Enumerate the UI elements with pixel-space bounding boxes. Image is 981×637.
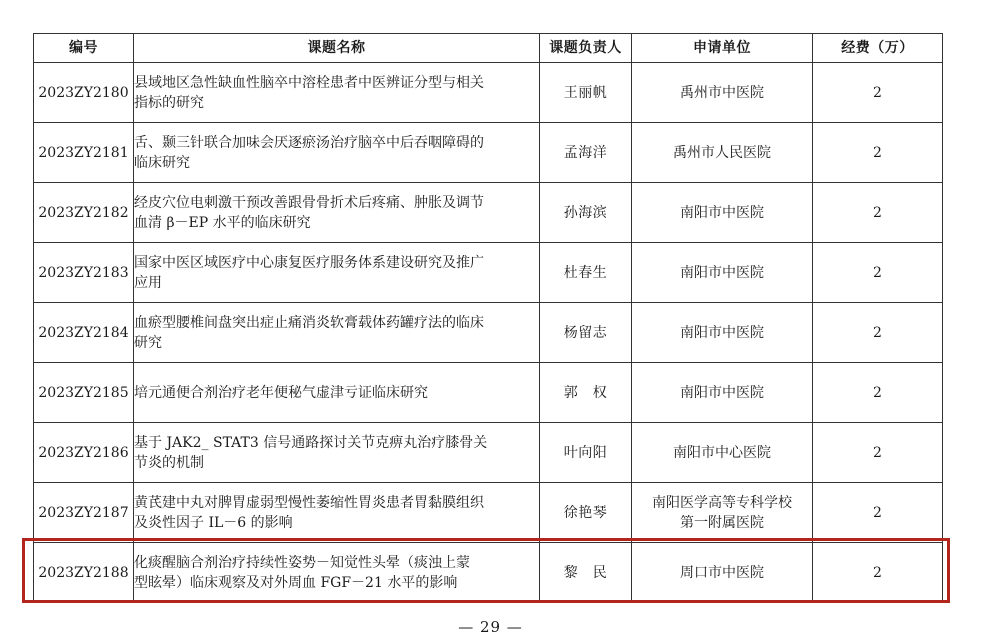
project-leader: 徐艳琴	[540, 483, 632, 543]
project-funding: 2	[813, 183, 943, 243]
header-leader: 课题负责人	[540, 34, 632, 63]
project-title	[134, 63, 540, 123]
applicant-unit-line: 南阳市中医院	[680, 324, 764, 341]
applicant-unit	[632, 303, 813, 363]
table-row	[34, 303, 943, 363]
project-title-line: 血清 β－EP 水平的临床研究	[134, 214, 311, 231]
table-row	[34, 183, 943, 243]
project-leader: 黎 民	[540, 543, 632, 603]
header-funding: 经费（万）	[813, 34, 943, 63]
project-title	[134, 363, 540, 423]
applicant-unit	[632, 483, 813, 543]
project-leader: 孙海滨	[540, 183, 632, 243]
project-funding: 2	[813, 63, 943, 123]
project-title-line: 研究	[134, 334, 162, 351]
project-id: 2023ZY2187	[34, 483, 134, 543]
project-id: 2023ZY2180	[34, 63, 134, 123]
project-title	[134, 243, 540, 303]
project-funding: 2	[813, 543, 943, 603]
applicant-unit-line: 周口市中医院	[680, 564, 764, 581]
project-id: 2023ZY2184	[34, 303, 134, 363]
project-title-line: 节炎的机制	[134, 454, 204, 471]
table-row	[34, 423, 943, 483]
page-number: — 29 —	[458, 618, 523, 636]
project-title-line: 县域地区急性缺血性脑卒中溶栓患者中医辨证分型与相关	[134, 74, 484, 91]
project-funding: 2	[813, 123, 943, 183]
applicant-unit-line: 南阳市中医院	[680, 264, 764, 281]
project-title-line: 应用	[134, 274, 162, 291]
project-id: 2023ZY2185	[34, 363, 134, 423]
applicant-unit-line: 禹州市人民医院	[673, 144, 771, 161]
table-row	[34, 63, 943, 123]
applicant-unit	[632, 423, 813, 483]
project-leader: 郭 权	[540, 363, 632, 423]
project-title	[134, 543, 540, 603]
header-title: 课题名称	[134, 34, 540, 63]
project-title	[134, 123, 540, 183]
table-row	[34, 363, 943, 423]
applicant-unit	[632, 363, 813, 423]
project-leader: 杜春生	[540, 243, 632, 303]
project-leader: 杨留志	[540, 303, 632, 363]
project-title-line: 及炎性因子 IL－6 的影响	[134, 514, 293, 531]
project-id: 2023ZY2182	[34, 183, 134, 243]
header-id: 编号	[34, 34, 134, 63]
applicant-unit-line: 南阳市中医院	[680, 384, 764, 401]
applicant-unit	[632, 243, 813, 303]
project-leader: 王丽帆	[540, 63, 632, 123]
applicant-unit	[632, 123, 813, 183]
project-funding: 2	[813, 303, 943, 363]
project-id: 2023ZY2183	[34, 243, 134, 303]
project-title-line: 型眩晕）临床观察及对外周血 FGF－21 水平的影响	[134, 574, 458, 591]
project-funding: 2	[813, 363, 943, 423]
applicant-unit-line: 南阳市中心医院	[673, 444, 771, 461]
project-table	[33, 33, 943, 603]
applicant-unit-line: 南阳市中医院	[680, 204, 764, 221]
project-funding: 2	[813, 423, 943, 483]
table-row-highlighted	[34, 543, 943, 603]
project-title	[134, 183, 540, 243]
applicant-unit	[632, 183, 813, 243]
applicant-unit-line: 南阳医学高等专科学校	[652, 494, 792, 511]
applicant-unit	[632, 543, 813, 603]
project-leader: 叶向阳	[540, 423, 632, 483]
header-unit: 申请单位	[632, 34, 813, 63]
project-title-line: 指标的研究	[134, 94, 204, 111]
project-title-line: 基于 JAK2_ STAT3 信号通路探讨关节克痹丸治疗膝骨关	[134, 434, 488, 451]
applicant-unit-line: 第一附属医院	[680, 514, 764, 531]
applicant-unit	[632, 63, 813, 123]
project-funding: 2	[813, 483, 943, 543]
project-leader: 孟海洋	[540, 123, 632, 183]
project-title	[134, 423, 540, 483]
project-title-line: 血瘀型腰椎间盘突出症止痛消炎软膏载体药罐疗法的临床	[134, 314, 484, 331]
project-title-line: 化痰醒脑合剂治疗持续性姿势－知觉性头晕（痰浊上蒙	[134, 554, 470, 571]
table-row	[34, 123, 943, 183]
project-title	[134, 483, 540, 543]
project-title-line: 国家中医区域医疗中心康复医疗服务体系建设研究及推广	[134, 254, 484, 271]
project-title-line: 经皮穴位电刺激干预改善跟骨骨折术后疼痛、肿胀及调节	[134, 194, 484, 211]
project-id: 2023ZY2188	[34, 543, 134, 603]
table-row	[34, 483, 943, 543]
project-title	[134, 303, 540, 363]
applicant-unit-line: 禹州市中医院	[680, 84, 764, 101]
table-header-row	[34, 34, 943, 63]
project-title-line: 临床研究	[134, 154, 190, 171]
project-id: 2023ZY2186	[34, 423, 134, 483]
project-title-line: 黄芪建中丸对脾胃虚弱型慢性萎缩性胃炎患者胃黏膜组织	[134, 494, 484, 511]
table-row	[34, 243, 943, 303]
project-funding: 2	[813, 243, 943, 303]
project-title-line: 培元通便合剂治疗老年便秘气虚津亏证临床研究	[134, 384, 428, 401]
project-title-line: 舌、颞三针联合加味会厌逐瘀汤治疗脑卒中后吞咽障碍的	[134, 134, 484, 151]
project-id: 2023ZY2181	[34, 123, 134, 183]
